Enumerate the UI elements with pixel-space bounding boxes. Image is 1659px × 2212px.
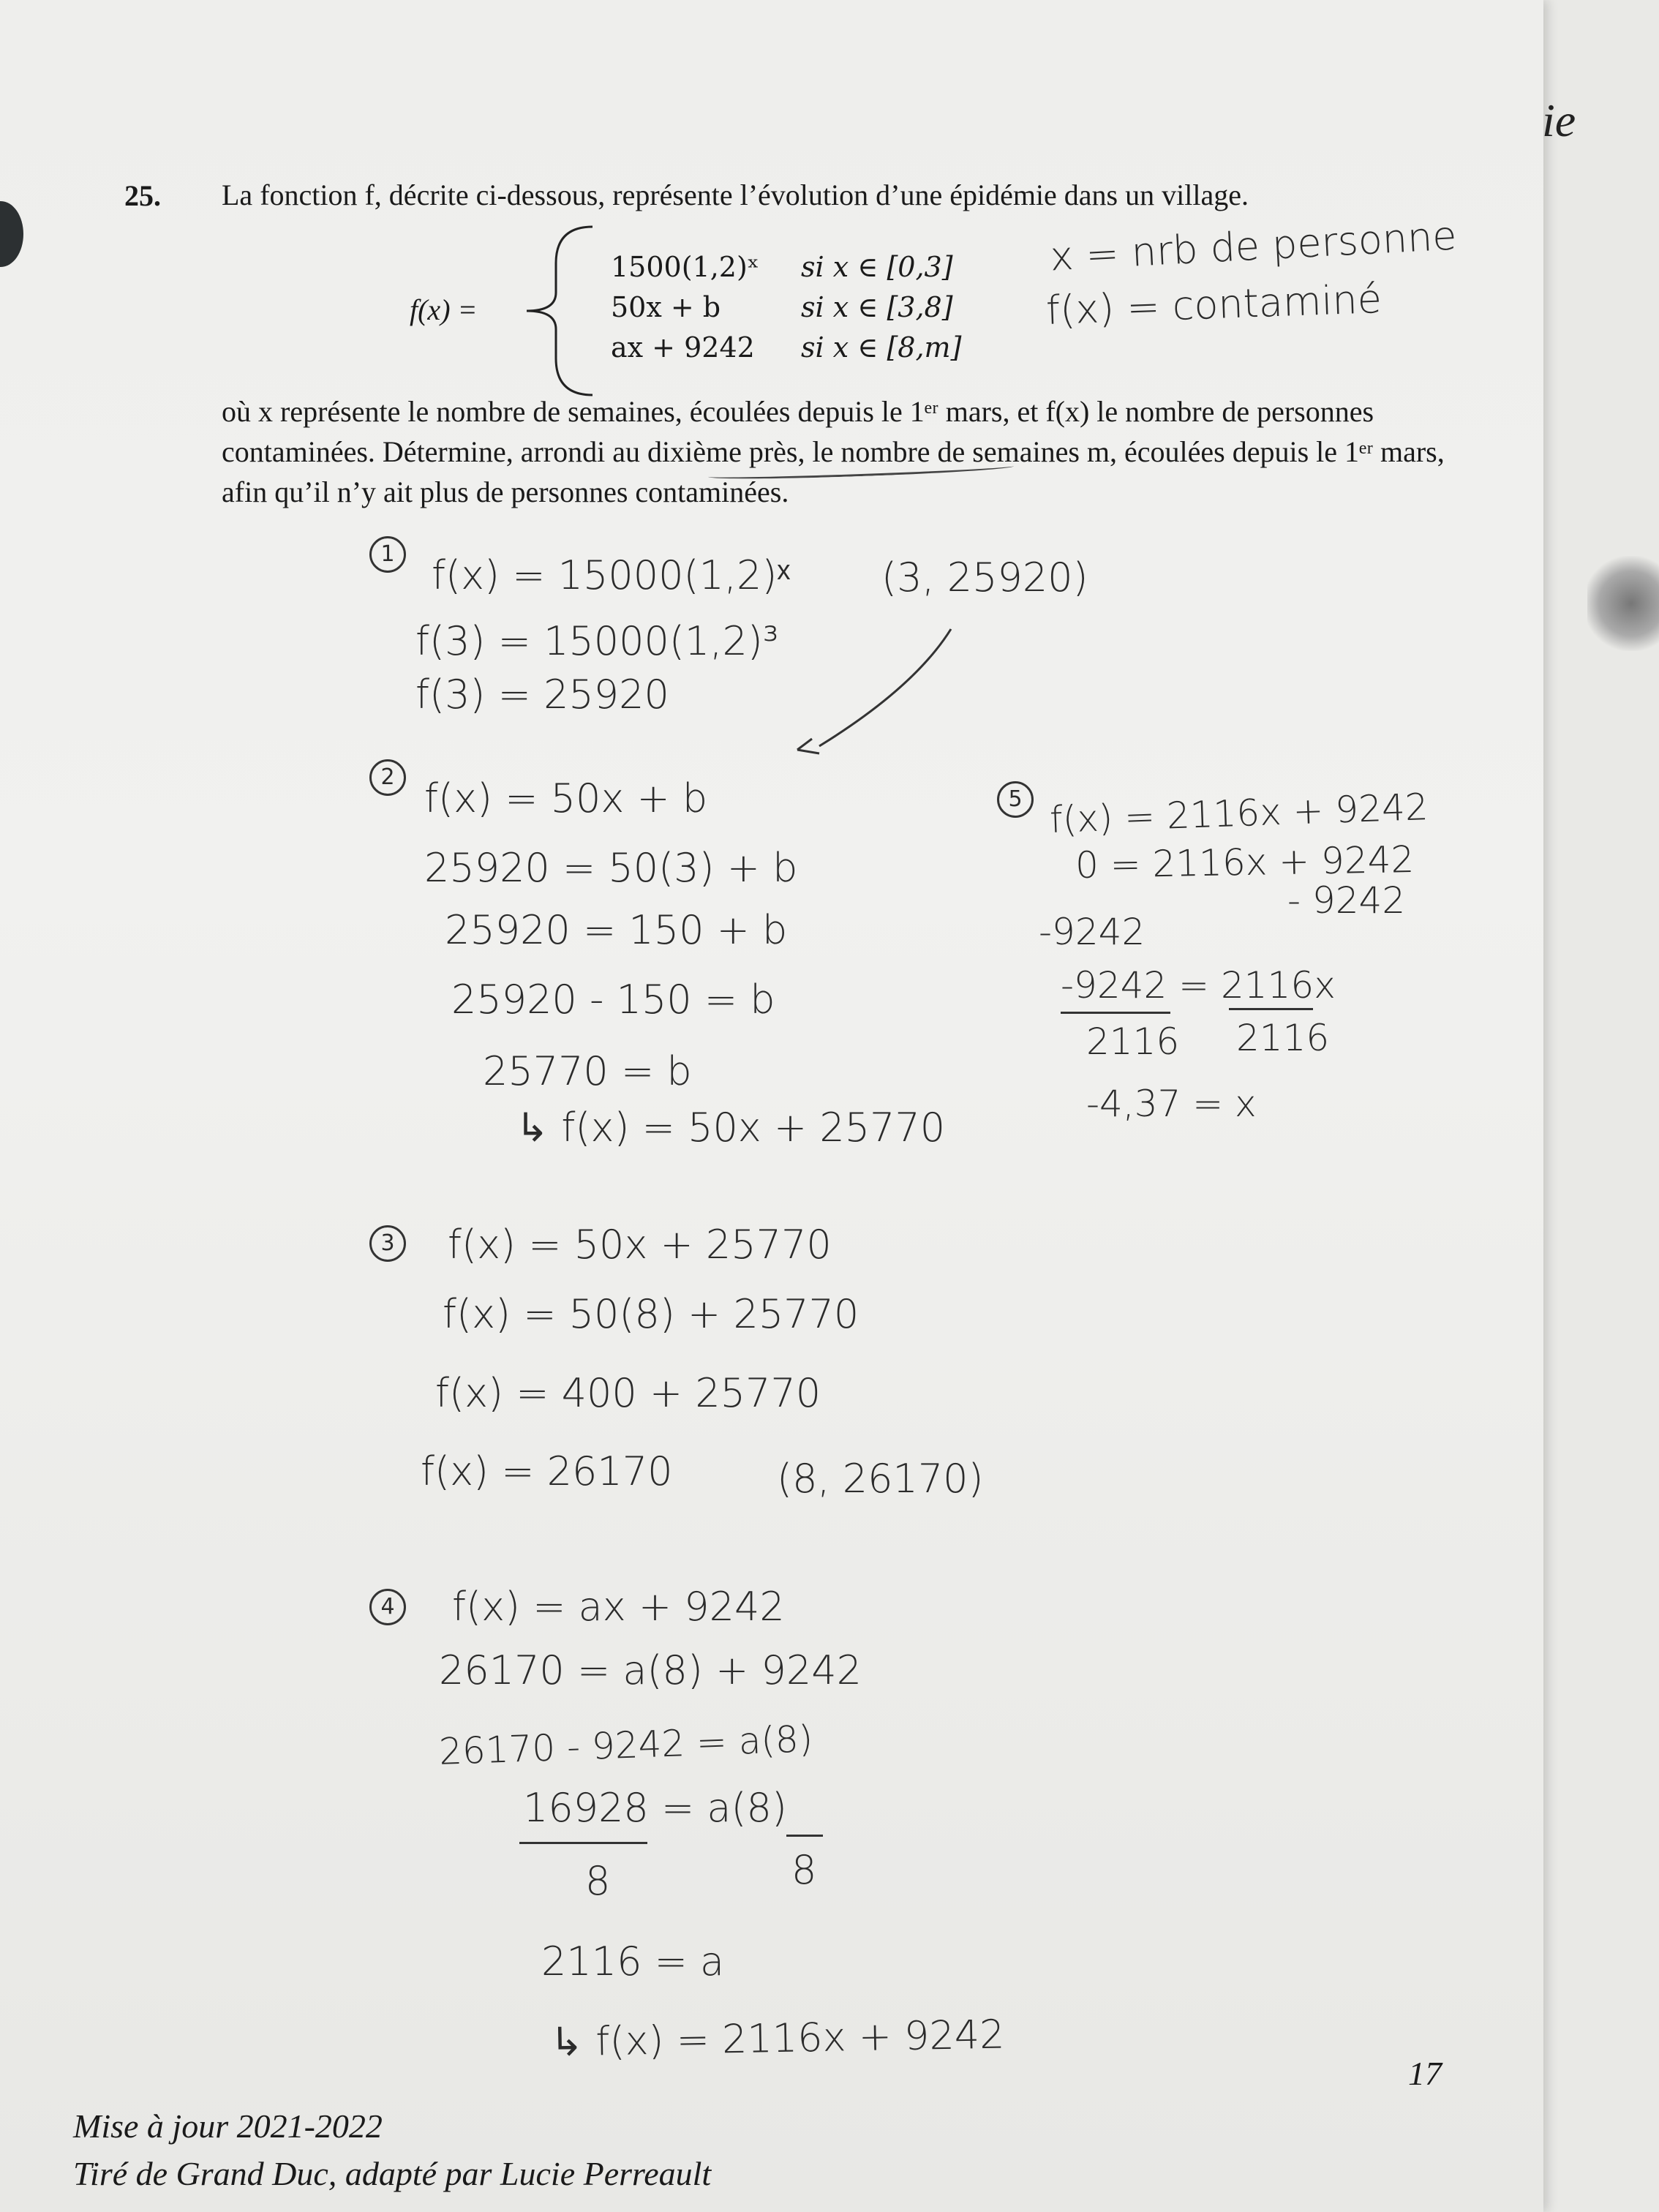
step-4-line-2: 26170 = a(8) + 9242 (439, 1647, 862, 1693)
case-expr-3: ax + 9242 (611, 331, 755, 364)
step-5-marker: 5 (997, 781, 1034, 818)
step-1-marker: 1 (369, 536, 406, 573)
step-5-line-2: 0 = 2116x + 9242 (1075, 838, 1415, 887)
step-5-line-3: - 9242 (1287, 879, 1406, 922)
background-page-text: ie (1542, 94, 1576, 146)
note-fx-definition: f(x) = contaminé (1045, 276, 1382, 334)
step-4-line-5: 2116 = a (541, 1938, 725, 1985)
fraction-bar (519, 1842, 647, 1844)
question-paragraph: où x représente le nombre de semaines, écoulées depuis le 1ᵉʳ mars, et f(x) le nombre de personnes contaminées. Détermine, arrondi au dixième près, le nombre de semaines m, écoulées depuis le 1ᵉʳ mars, afin qu’il n’y ait plus de personnes contaminées. (222, 395, 1445, 508)
step-4-denominator-right: 8 (791, 1847, 817, 1893)
step-3-line-3: f(x) = 400 + 25770 (435, 1370, 821, 1416)
case-cond-2: si x ∈ [3,8] (801, 291, 953, 323)
case-cond-3: si x ∈ [8,m] (801, 331, 962, 364)
binder-hole (0, 201, 23, 267)
step-1-line-2: f(3) = 15000(1,2)³ (415, 618, 779, 664)
step-2-line-4: 25920 - 150 = b (451, 977, 775, 1023)
step-1-line-1: f(x) = 15000(1,2)ˣ (432, 552, 791, 598)
arrow-stroke (790, 622, 966, 768)
step-3-line-4: f(x) = 26170 (421, 1448, 673, 1494)
step-5-line-4: -9242 (1039, 911, 1146, 953)
step-4-marker: 4 (369, 1589, 406, 1625)
step-2-line-3: 25920 = 150 + b (445, 907, 788, 953)
function-label: f(x) = (410, 293, 478, 326)
footer-update: Mise à jour 2021-2022 (73, 2107, 383, 2145)
step-4-line-1: f(x) = ax + 9242 (452, 1584, 785, 1630)
step-3-point: (8, 26170) (777, 1456, 984, 1502)
fraction-bar (1061, 1012, 1170, 1014)
step-3-marker: 3 (369, 1225, 406, 1262)
step-4-denominator-left: 8 (585, 1858, 611, 1904)
page-number: 17 (1408, 2055, 1442, 2092)
step-2-line-2: 25920 = 50(3) + b (424, 845, 798, 891)
note-x-definition: x = nrb de personne (1048, 212, 1458, 280)
step-1-line-3: f(3) = 25920 (415, 672, 669, 718)
step-2-line-5: 25770 = b (483, 1048, 692, 1094)
step-4-line-6: ↳ f(x) = 2116x + 9242 (549, 2011, 1005, 2066)
step-5-line-1: f(x) = 2116x + 9242 (1049, 785, 1429, 842)
step-4-line-4: 16928 = a(8) (523, 1785, 787, 1831)
step-1-point: (3, 25920) (881, 554, 1088, 601)
step-2-line-1: f(x) = 50x + b (424, 775, 708, 821)
step-4-line-3: 26170 - 9242 = a(8) (438, 1718, 814, 1773)
step-2-line-6: ↳ f(x) = 50x + 25770 (516, 1105, 946, 1151)
step-5-line-5: -9242 = 2116x (1061, 964, 1336, 1007)
case-expr-1: 1500(1,2)ˣ (611, 251, 759, 283)
step-5-line-6: -4,37 = x (1086, 1083, 1257, 1125)
case-cond-1: si x ∈ [0,3] (801, 251, 953, 283)
step-5-denominator-right: 2116 (1236, 1017, 1330, 1059)
footer-source: Tiré de Grand Duc, adapté par Lucie Perreault (73, 2155, 712, 2192)
case-expr-2: 50x + b (611, 291, 721, 323)
fraction-bar (1229, 1008, 1313, 1010)
step-3-line-2: f(x) = 50(8) + 25770 (443, 1291, 859, 1337)
step-2-marker: 2 (369, 759, 406, 796)
question-statement: La fonction f, décrite ci-dessous, représente l’évolution d’une épidémie dans un village. (222, 178, 1249, 211)
fraction-bar (786, 1835, 823, 1837)
brace-icon (512, 219, 607, 402)
step-5-denominator-left: 2116 (1086, 1020, 1180, 1063)
step-3-line-1: f(x) = 50x + 25770 (448, 1222, 832, 1268)
background-smudge (1587, 556, 1659, 651)
question-number: 25. (124, 179, 161, 212)
